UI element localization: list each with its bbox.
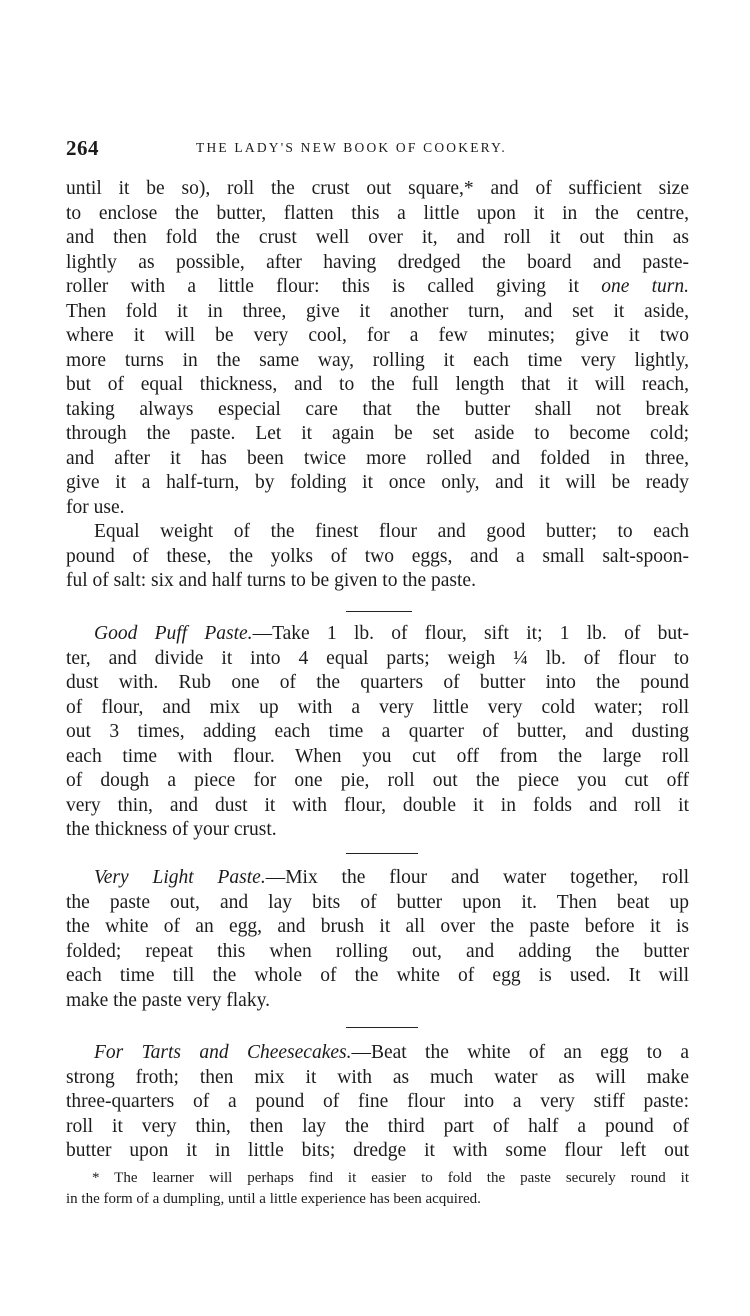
text-line: more turns in the same way, rolling it each time very lightly, xyxy=(66,349,689,371)
text-run: —Mix the flour and water together, roll xyxy=(265,867,689,888)
section-divider xyxy=(346,853,418,854)
text-line: very thin, and dust it with flour, double it in folds and roll it xyxy=(66,794,689,816)
recipe-first-line xyxy=(66,622,689,647)
recipe-very-light-paste xyxy=(66,866,689,1013)
text-line: Then fold it in three, give it another turn, and set it aside, xyxy=(66,300,689,322)
text-line: pound of these, the yolks of two eggs, and a small salt-spoon- xyxy=(66,545,689,567)
text-line: roll it very thin, then lay the third part of half a pound of xyxy=(66,1115,689,1137)
text-line: the paste out, and lay bits of butter upon it. Then beat up xyxy=(66,891,689,913)
recipe-title: Good Puff Paste. xyxy=(94,623,253,644)
text-line: the white of an egg, and brush it all over the paste before it is xyxy=(66,916,689,937)
text-line: of dough a piece for one pie, roll out the piece you cut off xyxy=(66,770,689,791)
section-divider xyxy=(346,1027,418,1028)
text-line: where it will be very cool, for a few minutes; give it two xyxy=(66,325,689,346)
text-line: to enclose the butter, flatten this a little upon it in the centre, xyxy=(66,202,689,224)
text-line: three-quarters of a pound of fine flour into a very stiff paste: xyxy=(66,1091,689,1112)
text-line: each time till the whole of the white of egg is used. It will xyxy=(66,965,689,986)
page-header xyxy=(66,136,686,162)
text-line: and then fold the crust well over it, and roll it out thin as xyxy=(66,227,689,248)
text-line: of flour, and mix up with a very little very cold water; roll xyxy=(66,696,689,718)
text-line: for use. xyxy=(66,496,125,518)
recipe-tarts-cheesecakes xyxy=(66,1041,689,1164)
text-line: and after it has been twice more rolled and folded in three, xyxy=(66,447,689,469)
text-line: each time with flour. When you cut off from the large roll xyxy=(66,745,689,767)
text-line: but of equal thickness, and to the full length that it will reach, xyxy=(66,374,689,395)
text-line: butter upon it in little bits; dredge it with some flour left out xyxy=(66,1140,689,1161)
text-line: taking always especial care that the butter shall not break xyxy=(66,398,689,420)
recipe-first-line xyxy=(66,866,689,891)
text-line: strong froth; then mix it with as much water as will make xyxy=(66,1066,689,1088)
text-line: make the paste very flaky. xyxy=(66,989,270,1011)
text-line: through the paste. Let it again be set aside to become cold; xyxy=(66,423,689,444)
text-run: —Beat the white of an egg to a xyxy=(351,1042,689,1063)
text-line: folded; repeat this when rolling out, and adding the butter xyxy=(66,940,689,962)
text-line: roller with a little flour: this is called giving it one turn. xyxy=(66,276,689,297)
recipe-first-line xyxy=(66,1041,689,1066)
text-line: lightly as possible, after having dredged the board and paste- xyxy=(66,251,689,273)
recipe-title: Very Light Paste. xyxy=(94,867,266,888)
text-run: —Take 1 lb. of flour, sift it; 1 lb. of but- xyxy=(252,623,689,644)
text-line: ter, and divide it into 4 equal parts; weigh ¼ lb. of flour to xyxy=(66,647,689,669)
text-line: until it be so), roll the crust out square,* and of sufficient size xyxy=(66,178,689,199)
page-number: 264 xyxy=(66,136,99,160)
text-line: give it a half-turn, by folding it once only, and it will be ready xyxy=(66,472,689,493)
text-line: dust with. Rub one of the quarters of butter into the pound xyxy=(66,672,689,693)
text-line: out 3 times, adding each time a quarter of butter, and dusting xyxy=(66,721,689,742)
paragraph-puff-paste-method xyxy=(66,177,689,594)
text-line: the thickness of your crust. xyxy=(66,819,277,840)
recipe-title: For Tarts and Cheesecakes. xyxy=(94,1042,352,1063)
text-line: Equal weight of the finest flour and good butter; to each xyxy=(94,521,689,542)
footnote xyxy=(66,1168,689,1210)
footnote-line: * The learner will perhaps find it easier to fold the paste securely round it xyxy=(92,1170,689,1186)
running-title: THE LADY'S NEW BOOK OF COOKERY. xyxy=(196,140,507,155)
section-divider xyxy=(346,611,412,612)
footnote-line: in the form of a dumpling, until a little experience has been acquired. xyxy=(66,1191,481,1207)
inline-italic-term: one turn. xyxy=(601,276,689,297)
text-line: ful of salt: six and half turns to be given to the paste. xyxy=(66,570,476,591)
recipe-good-puff-paste xyxy=(66,622,689,843)
